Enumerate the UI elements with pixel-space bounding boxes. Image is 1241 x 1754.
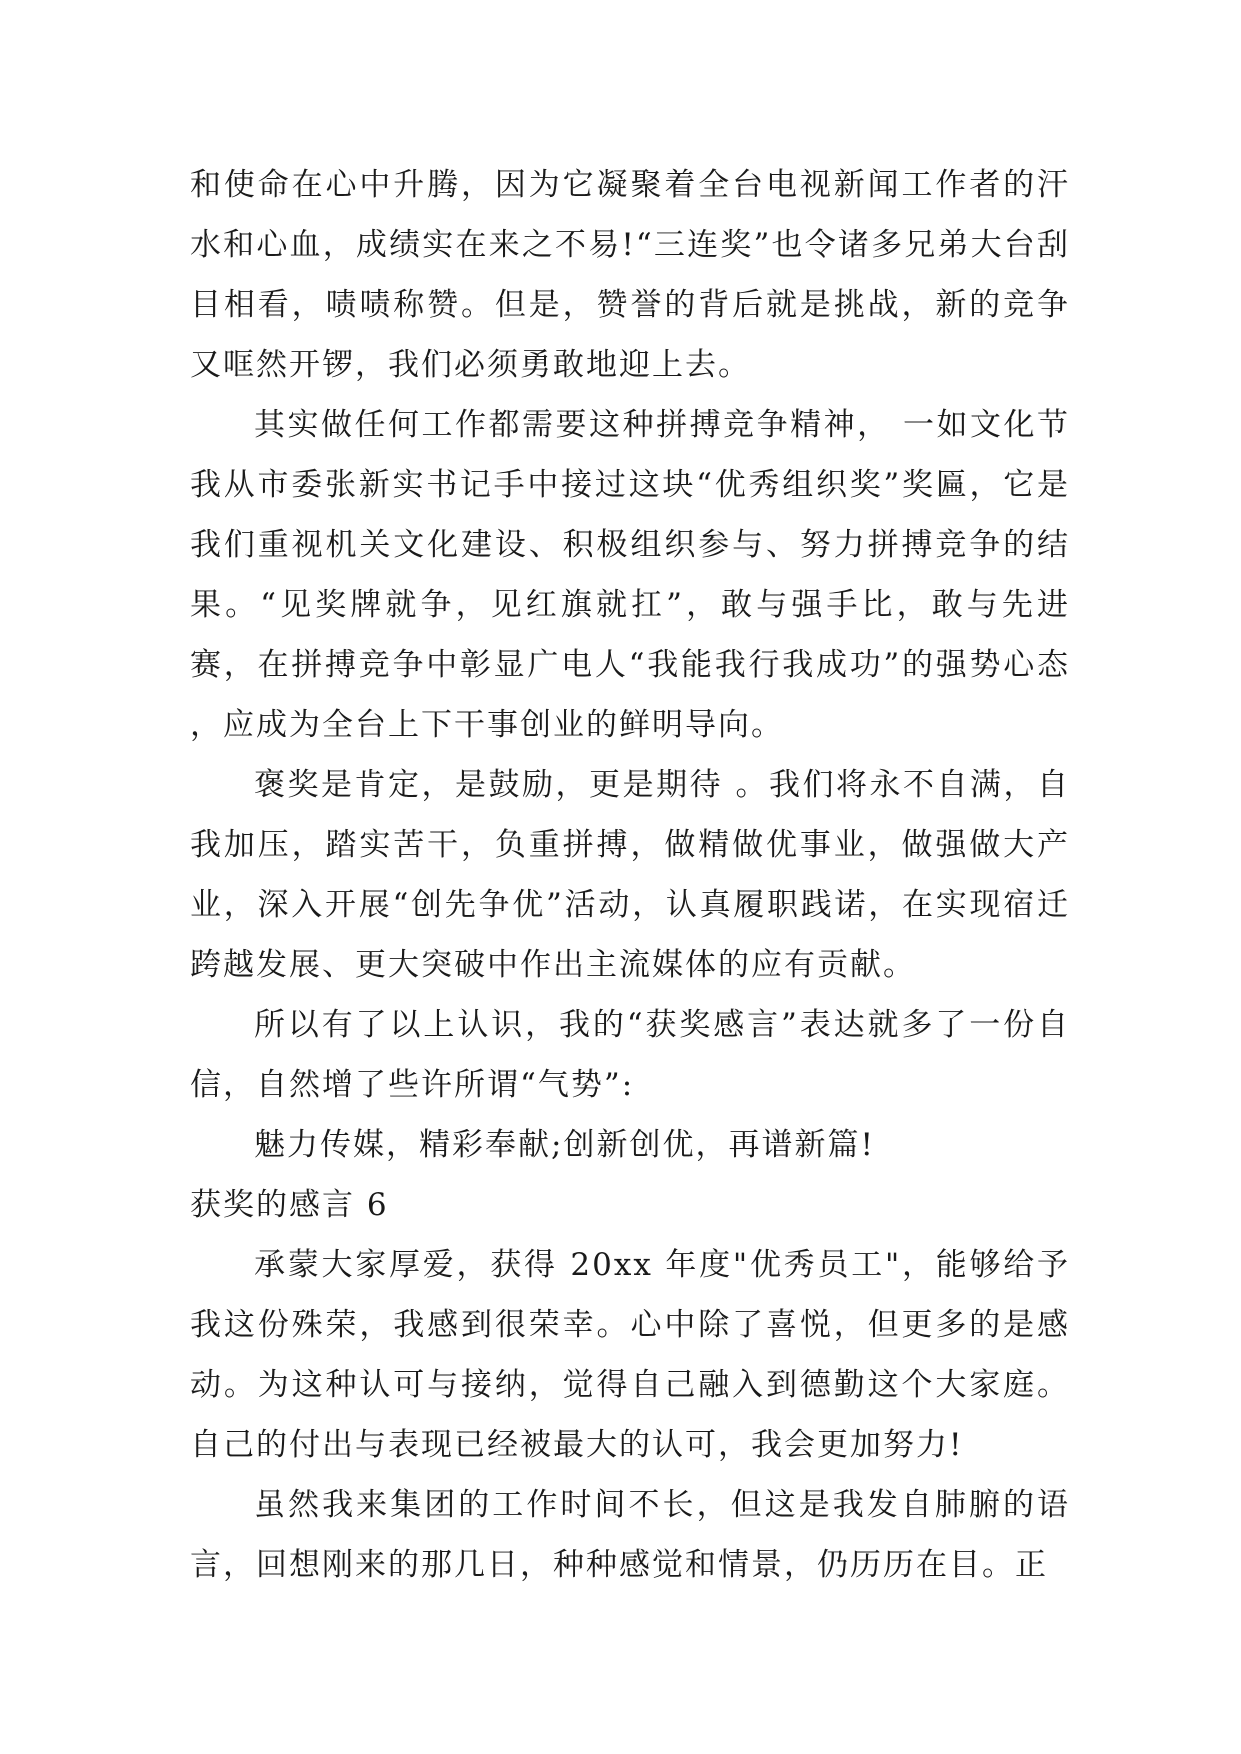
document-body [190,155,1070,1595]
paragraph: 褒奖是肯定，是鼓励，更是期待 。我们将永不自满，自我加压，踏实苦干，负重拼搏，做精做优事业，做强做大产业，深入开展“创先争优”活动，认真履职践诺，在实现宿迁跨越发展、更大突破中作出主流媒体的应有贡献。 [190,767,1070,983]
paragraph: 和使命在心中升腾，因为它凝聚着全台电视新闻工作者的汗水和心血，成绩实在来之不易!“三连奖”也令诸多兄弟大台刮目相看，啧啧称赞。但是，赞誉的背后就是挑战，新的竞争又哐然开锣，我们必须勇敢地迎上去。 [190,167,1070,383]
paragraph: 虽然我来集团的工作时间不长，但这是我发自肺腑的语言，回想刚来的那几日，种种感觉和情景，仍历历在目。正 [190,1487,1070,1583]
paragraph: 其实做任何工作都需要这种拼搏竞争精神， 一如文化节我从市委张新实书记手中接过这块“优秀组织奖”奖匾，它是我们重视机关文化建设、积极组织参与、努力拼搏竞争的结果。“见奖牌就争，见红旗就扛”，敢与强手比，敢与先进赛，在拼搏竞争中彰显广电人“我能我行我成功”的强势心态 ，应成为全台上下干事创业的鲜明导向。 [190,407,1070,743]
paragraph: 魅力传媒，精彩奉献;创新创优，再谱新篇! [254,1127,875,1163]
paragraph: 承蒙大家厚爱，获得 20xx 年度"优秀员工"，能够给予我这份殊荣，我感到很荣幸。心中除了喜悦，但更多的是感动。为这种认可与接纳，觉得自己融入到德勤这个大家庭。自己的付出与表现已经被最大的认可，我会更加努力! [190,1247,1070,1463]
paragraph: 所以有了以上认识，我的“获奖感言”表达就多了一份自信，自然增了些许所谓“气势”: [190,1007,1070,1103]
section-heading: 获奖的感言 6 [190,1187,389,1223]
